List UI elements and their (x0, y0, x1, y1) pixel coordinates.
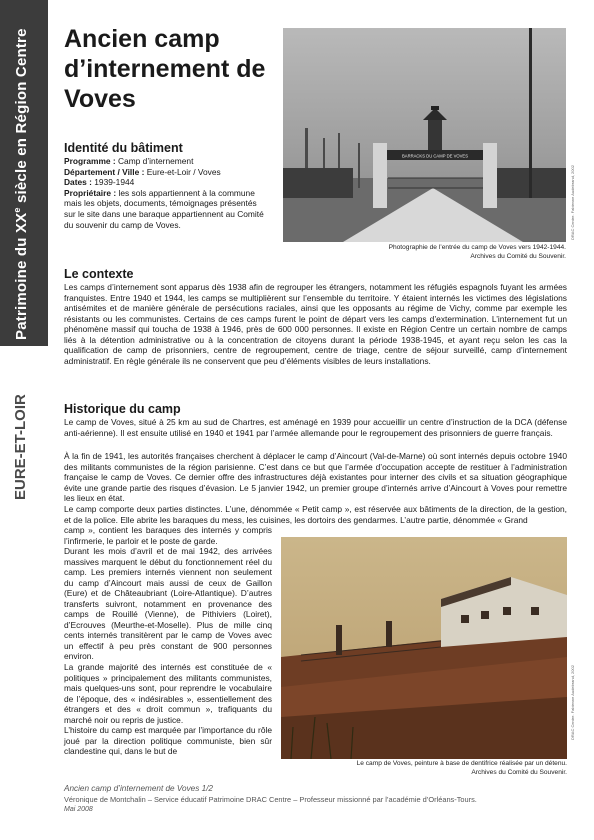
history-heading: Historique du camp (64, 402, 181, 416)
history-paragraph-1: Le camp de Voves, situé à 25 km au sud de Chartres, est aménagé en 1939 pour accueillir un centre d’instruction de la DCA (défense anti-aérienne). Il est ensuite utilisé en 1940 et 1941 par l’armée allemande pour le regroupement des prisonniers de guerre français. (64, 417, 567, 438)
identity-owner-label: Propriétaire : (64, 187, 117, 198)
photo1-caption (283, 244, 566, 261)
history-paragraph-3-cont: camp », contient les baraques des internés y compris l’infirmerie, le parloir et le poste de garde. (64, 525, 272, 546)
photo1-caption-line1: Photographie de l’entrée du camp de Voves vers 1942-1944. (388, 244, 566, 251)
history-paragraph-5: La grande majorité des internés est constituée de « politiques » principalement des militants communistes, mais quelques-uns sont, pour reprendre le vocabulaire de l’époque, des « indésirables », essentiellement des étrangers et des « droit commun », trafiquants du marché noir ou repris de justice. (64, 662, 272, 725)
identity-owner-value: les sols appartiennent à la commune mais les objets, documents, témoignages présentés sur le site dans une baraque appartiennent au Comité du souvenir du camp de Voves. (64, 187, 264, 230)
photo2-caption-line2: Archives du Comité du Souvenir. (471, 768, 567, 776)
department-label: EURE-ET-LOIR (12, 394, 29, 500)
gate-sign: BARRACKS DU CAMP DE VOVES (401, 153, 469, 159)
footer-date: Mai 2008 (64, 806, 93, 813)
collection-title-part2: siècle en Région Centre (13, 28, 30, 208)
identity-programme-label: Programme : (64, 156, 116, 166)
identity-dates-value: 1939-1944 (91, 177, 135, 188)
page-title: Ancien camp d’internement de Voves (64, 25, 266, 113)
collection-title-part1: Patrimoine du XX (13, 212, 30, 340)
camp-entrance-photo (283, 28, 566, 242)
identity-owner (64, 188, 270, 230)
identity-block (64, 156, 270, 230)
sidebar (0, 0, 48, 840)
context-paragraph: Les camps d’internement sont apparus dès 1938 afin de regrouper les étrangers, notamment les réfugiés espagnols fuyant les armées franquistes. Entre 1940 et 1944, les camps se multiplièrent sur l’ensemble du territoire. Y étaient internés les victimes des législations antisémites et de manière générale de persécutions raciales, ainsi que les opposants au régime de Vichy, comme par exemple les résistants ou les communistes. Certains de ces camps furent le point de départ vers les camps d’extermination. L’internement fut un phénomène massif qui toucha de 1938 à 1946, près de 600 000 personnes. Il existe en Région Centre un certain nombre de camps liés à la détention administrative ou à la concentration de citoyens durant la période 1938-1945, et ayant reçu selon les cas la qualification de camp de prisonniers, centre de regroupement, centre de triage, centre de séjour surveillé, camp d’internement administratif. En règle générale ils ne conservent que peu d’éléments visibles de leurs installations. (64, 282, 567, 366)
photo1-caption-line2: Archives du Comité du Souvenir. (470, 252, 566, 260)
identity-heading: Identité du bâtiment (64, 141, 183, 155)
identity-dates-label: Dates : (64, 177, 92, 188)
history-paragraph-6: L’histoire du camp est marquée par l’importance du rôle joué par la direction politique communiste, bien sûr clandestine qui, dans le but de (64, 725, 272, 756)
camp-painting-illustration (281, 537, 567, 759)
camp-painting (281, 537, 567, 759)
identity-department (64, 167, 270, 178)
identity-department-label: Département / Ville : (64, 166, 145, 177)
identity-department-value: Eure-et-Loir / Voves (144, 166, 221, 177)
collection-title (12, 10, 30, 340)
history-paragraph-3: Le camp comporte deux parties distinctes. L’une, dénommée « Petit camp », est réservée aux bâtiments de la direction, de la gestion, et de la police. Elle abrite les baraques du mess, les cuisines, les dortoirs des gendarmes. L’autre partie, dénommée « Grand (64, 504, 567, 525)
camp-entrance-illustration (283, 28, 566, 242)
photo2-caption-line1: Le camp de Voves, peinture à base de dentifrice réalisée par un détenu. (356, 760, 567, 767)
photo1-credit: DRAC Centre. Fabienne Audebrand, 2002 (570, 165, 575, 240)
identity-programme-value: Camp d’internement (115, 156, 194, 166)
footer-page-title: Ancien camp d’internement de Voves 1/2 (64, 784, 213, 793)
context-heading: Le contexte (64, 267, 134, 281)
history-paragraph-4: Durant les mois d’avril et de mai 1942, des arrivées massives marquent le début du fonctionnement réel du camp. Les premiers internés viennent non seulement du camp d’Aincourt mais aussi de ceux de Gaillon (Eure) et de Châteaubriant (Loire-Atlantique). D’autres transferts suivront, notamment en provenance des camps de Rouillé (Vienne), de Pithiviers (Loiret), d’Ecrouves (Meurthe-et-Moselle). Plus de mille cinq cents internés transitèrent par le camp de Voves avec un effectif à peu près constant de 900 personnes environ. (64, 546, 272, 661)
history-paragraph-2: À la fin de 1941, les autorités françaises cherchent à déplacer le camp d’Aincourt (Val-de-Marne) où sont internés depuis octobre 1940 des militants communistes de la région parisienne. C’est dans ce but que l’armée d’occupation accepte de restituer à l’administration française le camp de Voves. Ce dernier offre des infrastructures déjà existantes pour interner des civils et sa situation géographique évite une grande partie des risques d’évasion. Le 5 janvier 1942, un premier groupe d’internés arrive d’Aincourt à Voves pour remettre les lieux en état. (64, 451, 567, 503)
identity-dates (64, 177, 270, 188)
identity-programme (64, 156, 270, 167)
photo2-credit: DRAC Centre. Fabienne Audebrand, 2002 (570, 665, 575, 740)
collection-title-sup: e (12, 207, 22, 213)
photo2-caption (281, 760, 567, 777)
footer-author: Véronique de Montchalin – Service éducatif Patrimoine DRAC Centre – Professeur missionné par l’académie d’Orléans-Tours. (64, 795, 477, 804)
